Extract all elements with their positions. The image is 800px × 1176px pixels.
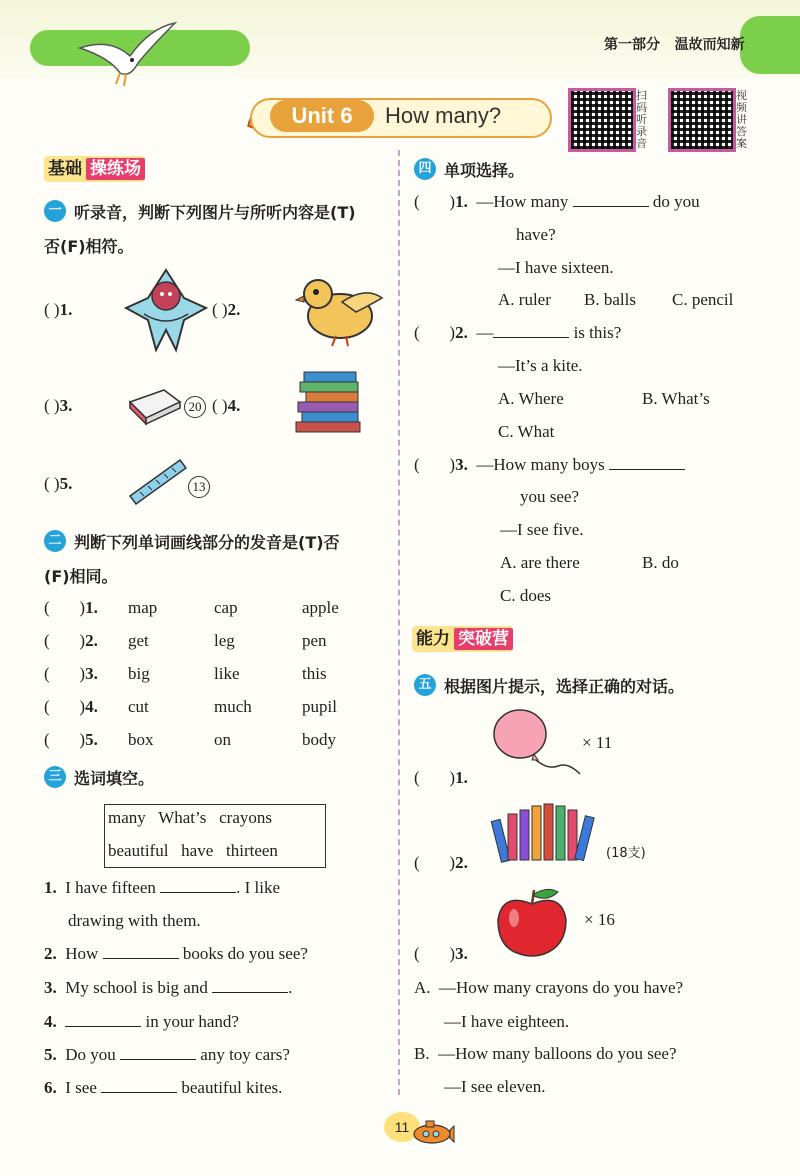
- q5-answer-q: —How many balloons do you see?: [438, 1044, 677, 1063]
- q4-item-2-opt-b[interactable]: B. What’s: [642, 389, 710, 408]
- balloon-icon: [492, 708, 584, 780]
- q2-row-paren[interactable]: ( ): [44, 598, 86, 617]
- q5-answer-q: —How many crayons do you have?: [439, 978, 684, 997]
- q4-item-3: [414, 455, 685, 475]
- bird-icon: [296, 272, 386, 348]
- q3-item-4: [44, 1012, 239, 1032]
- q4-item-2-line3: —It’s a kite.: [498, 356, 583, 375]
- q2-word: box: [128, 730, 154, 749]
- seagull-icon: [80, 18, 180, 88]
- q4-item-num: 3.: [455, 455, 468, 474]
- q5-answer-letter: B.: [414, 1044, 430, 1063]
- submarine-icon: [412, 1118, 454, 1146]
- q2-row-num: 4.: [85, 697, 98, 716]
- q1-number-badge: 一: [44, 200, 66, 222]
- section-basic-a: 基础: [48, 159, 82, 179]
- qr-label-audio: 扫码听录音: [636, 89, 647, 150]
- q2-row: [44, 730, 98, 750]
- q1-item-4: [212, 396, 240, 416]
- q4-item-3-line3: —I see five.: [500, 520, 584, 539]
- q4-item-1-opt-a[interactable]: A. ruler: [498, 290, 551, 309]
- unit-title: How many?: [385, 103, 502, 128]
- q4-item-3-line2: you see?: [520, 487, 580, 506]
- q2-word: map: [128, 598, 158, 617]
- q2-row: [44, 598, 98, 618]
- q5-item-1: [414, 768, 468, 788]
- q3-blank[interactable]: [160, 878, 236, 893]
- q1-item-5-paren[interactable]: ( ): [44, 474, 60, 493]
- q5-item-num: 3.: [455, 944, 468, 963]
- q4-blank[interactable]: [609, 455, 685, 470]
- breadcrumb: [604, 34, 745, 54]
- q2-row: [44, 697, 98, 717]
- q2-word: cut: [128, 697, 149, 716]
- q3-item-num: 3.: [44, 978, 57, 997]
- q5-answer-b: [414, 1044, 677, 1064]
- q4-item-text: —: [476, 323, 494, 342]
- ruler-icon: [126, 456, 188, 508]
- column-divider: [398, 150, 400, 1095]
- qr-code-audio[interactable]: [568, 88, 636, 152]
- q1-item-4-label: 4.: [227, 396, 241, 415]
- q1-item-5-badge: 13: [188, 476, 210, 498]
- q1-item-2-paren[interactable]: ( ): [212, 300, 228, 319]
- q3-item-text: My school is big and: [65, 978, 208, 997]
- q3-words-line2: beautiful have thirteen: [108, 841, 278, 860]
- q3-item-1: [44, 878, 280, 898]
- q2-row-paren[interactable]: ( ): [44, 664, 86, 683]
- q1-item-3-paren[interactable]: ( ): [44, 396, 60, 415]
- q5-title: 根据图片提示，选择正确的对话。: [444, 677, 685, 696]
- q3-blank[interactable]: [212, 978, 288, 993]
- q5-item-num: 2.: [455, 853, 468, 872]
- q4-item-text: is this?: [573, 323, 622, 342]
- q4-item-1: [414, 192, 700, 212]
- q3-blank[interactable]: [120, 1045, 196, 1060]
- q2-word: body: [302, 730, 336, 749]
- q3-item-text: How: [65, 944, 99, 963]
- header-decoration-right: [740, 16, 800, 74]
- q2-word: get: [128, 631, 149, 650]
- q1-item-4-paren[interactable]: ( ): [212, 396, 228, 415]
- q3-item-3: [44, 978, 292, 998]
- q5-item-3-count: × 16: [584, 910, 615, 929]
- q2-row: [44, 664, 98, 684]
- q2-title-line1: 判断下列单词画线部分的发音是(T)否: [74, 533, 340, 552]
- q2-word: much: [214, 697, 252, 716]
- q1-title-line1: 听录音，判断下列图片与所听内容是(T): [74, 203, 356, 222]
- q1-item-3-badge: 20: [184, 396, 206, 418]
- q4-item-2-opt-a[interactable]: A. Where: [498, 389, 564, 408]
- q3-blank[interactable]: [65, 1012, 141, 1027]
- q3-item-1-cont: drawing with them.: [68, 911, 201, 930]
- q3-item-num: 5.: [44, 1045, 57, 1064]
- q4-paren[interactable]: ( ): [414, 192, 456, 211]
- q3-item-text: in your hand?: [145, 1012, 239, 1031]
- q3-item-num: 2.: [44, 944, 57, 963]
- page-number: 11: [384, 1112, 420, 1142]
- q2-word: on: [214, 730, 231, 749]
- kite-bird-icon: [124, 268, 208, 352]
- q1-item-1-paren[interactable]: ( ): [44, 300, 60, 319]
- q3-item-text: Do you: [65, 1045, 116, 1064]
- q2-row-num: 1.: [85, 598, 98, 617]
- q4-item-1-line2: have?: [516, 225, 556, 244]
- q2-word: big: [128, 664, 150, 683]
- section-ability-tag: [412, 626, 513, 652]
- q1-item-1-label: 1.: [59, 300, 73, 319]
- q4-item-3-opt-c[interactable]: C. does: [500, 586, 551, 605]
- section-ability-b: 突破营: [454, 628, 513, 650]
- q2-row-paren[interactable]: ( ): [44, 730, 86, 749]
- q4-paren[interactable]: ( ): [414, 323, 456, 342]
- q4-number-badge: 四: [414, 158, 436, 180]
- q3-title: 选词填空。: [74, 769, 155, 788]
- q4-item-2-opt-c[interactable]: C. What: [498, 422, 555, 441]
- q2-row-num: 2.: [85, 631, 98, 650]
- q5-answer-letter: A.: [414, 978, 431, 997]
- q1-item-1: [44, 300, 72, 320]
- q5-item-2-count: (18支): [606, 846, 646, 861]
- q3-item-num: 6.: [44, 1078, 57, 1097]
- q5-number-badge: 五: [414, 674, 436, 696]
- q2-word: this: [302, 664, 327, 683]
- section-ability-a: 能力: [416, 629, 450, 649]
- q3-item-num: 1.: [44, 878, 57, 897]
- q2-row-num: 5.: [85, 730, 98, 749]
- q5-paren[interactable]: ( ): [414, 768, 456, 787]
- q2-word: pen: [302, 631, 327, 650]
- q1-item-5-label: 5.: [59, 474, 73, 493]
- q4-item-3-opt-b[interactable]: B. do: [642, 553, 679, 572]
- q3-item-num: 4.: [44, 1012, 57, 1031]
- breadcrumb-title: 温故而知新: [674, 37, 745, 53]
- q1-item-3: [44, 396, 72, 416]
- q3-blank[interactable]: [101, 1078, 177, 1093]
- q1-title-line2: 否(F)相符。: [44, 237, 134, 256]
- q4-item-text: do you: [652, 192, 700, 211]
- q3-item-text: any toy cars?: [200, 1045, 290, 1064]
- section-basic-tag: [44, 156, 145, 182]
- q5-item-num: 1.: [455, 768, 468, 787]
- unit-label: Unit 6: [270, 100, 374, 132]
- crayons-icon: [494, 800, 606, 868]
- q4-item-3-opt-a[interactable]: A. are there: [500, 553, 580, 572]
- q2-row-num: 3.: [85, 664, 98, 683]
- q3-item-text: . I like: [236, 878, 281, 897]
- q5-answer-a: [414, 978, 683, 998]
- q5-item-2: [414, 853, 468, 873]
- q3-item-text: beautiful kites.: [181, 1078, 283, 1097]
- q4-item-1-opt-c[interactable]: C. pencil: [672, 290, 734, 309]
- q3-item-6: [44, 1078, 282, 1098]
- books-stack-icon: [296, 370, 366, 436]
- q2-row: [44, 631, 98, 651]
- q4-item-text: —How many: [476, 192, 569, 211]
- q4-title: 单项选择。: [444, 161, 525, 180]
- q4-blank[interactable]: [573, 192, 649, 207]
- q2-number-badge: 二: [44, 530, 66, 552]
- q2-row-paren[interactable]: ( ): [44, 631, 86, 650]
- eraser-icon: [124, 386, 184, 426]
- q2-word: like: [214, 664, 240, 683]
- q1-item-5: [44, 474, 72, 494]
- q4-item-num: 2.: [455, 323, 468, 342]
- q5-answer-b-reply: —I see eleven.: [444, 1077, 546, 1096]
- q2-word: pupil: [302, 697, 337, 716]
- section-basic-b: 操练场: [86, 158, 145, 180]
- q5-paren[interactable]: ( ): [414, 853, 456, 872]
- qr-code-video[interactable]: [668, 88, 736, 152]
- q5-item-1-count: × 11: [582, 733, 613, 752]
- q1-item-2: [212, 300, 240, 320]
- q3-item-5: [44, 1045, 290, 1065]
- q2-word: apple: [302, 598, 339, 617]
- breadcrumb-part: 第一部分: [604, 37, 660, 53]
- q4-blank[interactable]: [493, 323, 569, 338]
- q2-row-paren[interactable]: ( ): [44, 697, 86, 716]
- q3-item-text: I see: [65, 1078, 97, 1097]
- q1-item-2-label: 2.: [227, 300, 241, 319]
- q3-item-text: .: [288, 978, 293, 997]
- q3-item-text: I have fifteen: [65, 878, 156, 897]
- q2-word: cap: [214, 598, 238, 617]
- q4-item-1-line3: —I have sixteen.: [498, 258, 614, 277]
- qr-label-video: 视频讲答案: [736, 89, 747, 150]
- apple-icon: [494, 886, 570, 958]
- q5-item-3: [414, 944, 468, 964]
- q3-blank[interactable]: [103, 944, 179, 959]
- q3-number-badge: 三: [44, 766, 66, 788]
- q3-item-2: [44, 944, 308, 964]
- q2-word: leg: [214, 631, 235, 650]
- q2-title-line2: (F)相同。: [44, 567, 118, 586]
- q3-words-line1: many What’s crayons: [108, 808, 272, 827]
- q3-item-text: books do you see?: [182, 944, 308, 963]
- q4-paren[interactable]: ( ): [414, 455, 456, 474]
- q4-item-num: 1.: [455, 192, 468, 211]
- q1-item-3-label: 3.: [59, 396, 73, 415]
- q4-item-2: [414, 323, 621, 343]
- q5-paren[interactable]: ( ): [414, 944, 456, 963]
- q4-item-1-opt-b[interactable]: B. balls: [584, 290, 636, 309]
- q5-answer-a-reply: —I have eighteen.: [444, 1012, 570, 1031]
- q4-item-text: —How many boys: [476, 455, 605, 474]
